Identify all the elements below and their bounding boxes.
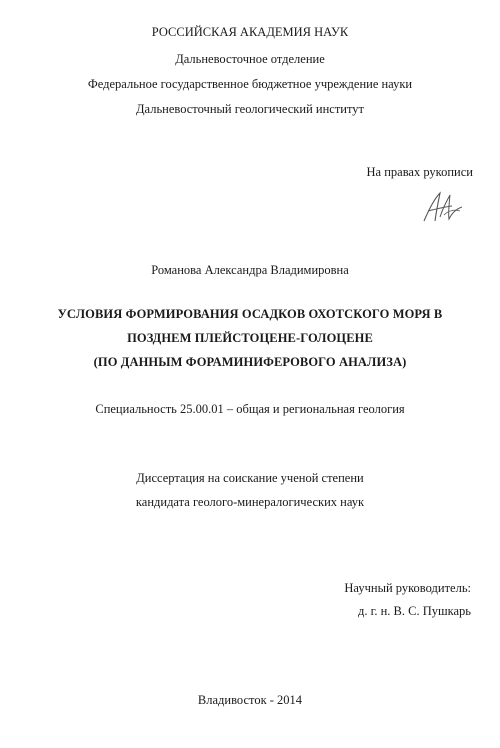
supervisor-name: д. г. н. В. С. Пушкарь: [358, 604, 471, 618]
title-line-3: (ПО ДАННЫМ ФОРАМИНИФЕРОВОГО АНАЛИЗА): [93, 355, 407, 369]
supervisor-label: Научный руководитель:: [344, 581, 471, 595]
title-line-1: УСЛОВИЯ ФОРМИРОВАНИЯ ОСАДКОВ ОХОТСКОГО МОРЯ В: [57, 307, 443, 321]
city-year: Владивосток - 2014: [197, 693, 303, 707]
institute-name: Дальневосточный геологический институт: [136, 102, 364, 116]
dissertation-line-1: Диссертация на соискание ученой степени: [136, 471, 364, 485]
institution-type: Федеральное государственное бюджетное учреждение науки: [87, 77, 413, 91]
academy-name: РОССИЙСКАЯ АКАДЕМИЯ НАУК: [151, 25, 349, 39]
dissertation-line-2: кандидата геолого-минералогических наук: [135, 495, 365, 509]
signature-mark: [418, 187, 468, 227]
author-name: Романова Александра Владимировна: [151, 263, 349, 277]
manuscript-note: На правах рукописи: [366, 165, 473, 179]
title-line-2: ПОЗДНЕМ ПЛЕЙСТОЦЕНЕ-ГОЛОЦЕНЕ: [127, 331, 373, 345]
branch-name: Дальневосточное отделение: [175, 52, 325, 66]
specialty: Специальность 25.00.01 – общая и региональная геология: [95, 402, 405, 416]
